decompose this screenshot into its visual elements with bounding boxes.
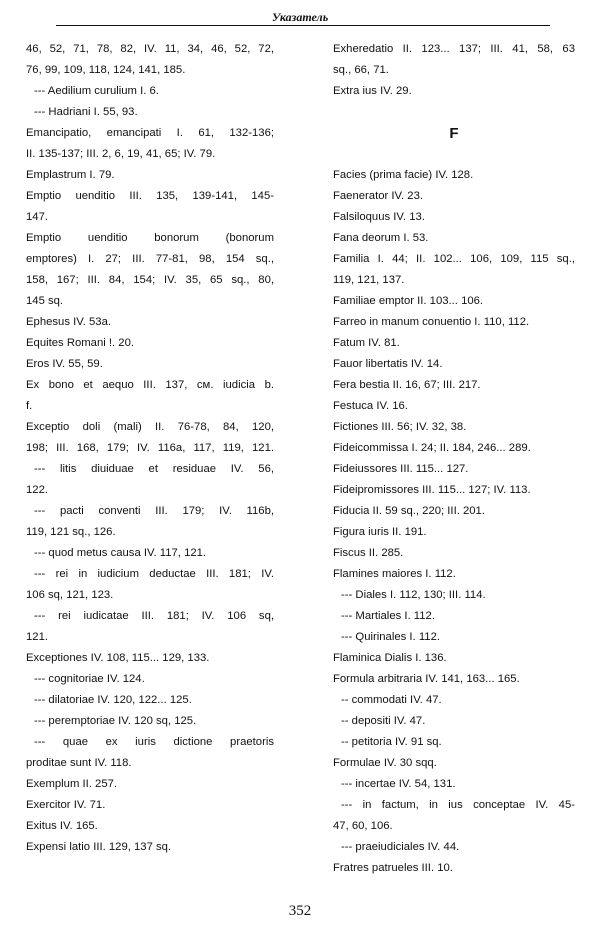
index-entry-line: Exceptio doli (mali) II. 76-78, 84, 120, <box>26 421 274 433</box>
index-entry-line: 121. <box>26 631 48 643</box>
index-entry-line: Fiscus II. 285. <box>333 547 404 559</box>
index-entry-line: --- peremptoriae IV. 120 sq, 125. <box>34 715 197 727</box>
index-entry-line: 119, 121, 137. <box>333 274 405 286</box>
index-entry-line: Exceptiones IV. 108, 115... 129, 133. <box>26 652 210 664</box>
index-entry-line: II. 135-137; III. 2, 6, 19, 41, 65; IV. 79. <box>26 148 216 160</box>
index-entry-line: Eros IV. 55, 59. <box>26 358 103 370</box>
index-entry-line: 119, 121 sq., 126. <box>26 526 116 538</box>
index-entry-line: --- Diales I. 112, 130; III. 114. <box>341 589 486 601</box>
left-column <box>26 39 274 858</box>
index-entry-line: --- in factum, in ius conceptae IV. 45- <box>341 799 575 811</box>
index-entry-line: --- cognitoriae IV. 124. <box>34 673 145 685</box>
index-entry-line: Fiducia II. 59 sq., 220; III. 201. <box>333 505 485 517</box>
index-entry-line: Fideiussores III. 115... 127. <box>333 463 469 475</box>
index-entry-line: Fana deorum I. 53. <box>333 232 429 244</box>
index-entry-line: 46, 52, 71, 78, 82, IV. 11, 34, 46, 52, 72, <box>26 43 274 55</box>
running-header-text: Указатель <box>271 10 329 24</box>
index-entry-line: 76, 99, 109, 118, 124, 141, 185. <box>26 64 186 76</box>
index-entry-line: Extra ius IV. 29. <box>333 85 412 97</box>
index-entry-line: -- commodati IV. 47. <box>341 694 442 706</box>
index-entry-line: Exitus IV. 165. <box>26 820 98 832</box>
index-entry-line: --- Aedilium curulium I. 6. <box>34 85 159 97</box>
index-entry-line: Emplastrum I. 79. <box>26 169 115 181</box>
index-entry-line: 147. <box>26 211 48 223</box>
header-rule <box>56 25 550 26</box>
index-entry-line: --- praeiudiciales IV. 44. <box>341 841 460 853</box>
index-entry-line: --- incertae IV. 54, 131. <box>341 778 456 790</box>
index-entry-line: Farreo in manum conuentio I. 110, 112. <box>333 316 530 328</box>
index-entry-line: Emptio uenditio III. 135, 139-141, 145- <box>26 190 274 202</box>
index-entry-line: 47, 60, 106. <box>333 820 393 832</box>
index-entry-line: -- depositi IV. 47. <box>341 715 426 727</box>
index-entry-line: --- dilatoriae IV. 120, 122... 125. <box>34 694 192 706</box>
index-entry-line: --- pacti conventi III. 179; IV. 116b, <box>34 505 274 517</box>
index-entry-line: --- quae ex iuris dictione praetoris <box>34 736 274 748</box>
index-entry-line: Falsiloquus IV. 13. <box>333 211 425 223</box>
index-entry-line: Figura iuris II. 191. <box>333 526 427 538</box>
index-entry-line: Flamines maiores I. 112. <box>333 568 456 580</box>
page-number: 352 <box>288 903 312 919</box>
index-entry-line: sq., 66, 71. <box>333 64 389 76</box>
index-entry-line: --- quod metus causa IV. 117, 121. <box>34 547 207 559</box>
index-entry-line: Fatum IV. 81. <box>333 337 400 349</box>
index-entry-line: Formulae IV. 30 sqq. <box>333 757 437 769</box>
index-entry-line: emptores) I. 27; III. 77-81, 98, 154 sq., <box>26 253 274 265</box>
index-entry-line: -- petitoria IV. 91 sq. <box>341 736 442 748</box>
index-entry-line: Exemplum II. 257. <box>26 778 118 790</box>
index-entry-line: --- Hadriani I. 55, 93. <box>34 106 138 118</box>
index-entry-line: Familia I. 44; II. 102... 106, 109, 115 sq., <box>333 253 575 265</box>
right-column <box>333 39 575 879</box>
section-letter-heading: F <box>449 125 459 142</box>
index-entry-line: f. <box>26 400 33 412</box>
index-entry-line: --- Martiales I. 112. <box>341 610 435 622</box>
index-entry-line: Equites Romani !. 20. <box>26 337 135 349</box>
index-entry-line: Flaminica Dialis I. 136. <box>333 652 447 664</box>
index-entry-line: --- rei in iudicium deductae III. 181; IV. <box>34 568 274 580</box>
index-entry-line: Emancipatio, emancipati I. 61, 132-136; <box>26 127 274 139</box>
index-entry-line: 158, 167; III. 84, 154; IV. 35, 65 sq., 80, <box>26 274 274 286</box>
index-entry-line: --- Quirinales I. 112. <box>341 631 440 643</box>
index-entry-line: 198; III. 168, 179; IV. 116a, 117, 119, 121. <box>26 442 274 454</box>
index-entry-line: Facies (prima facie) IV. 128. <box>333 169 474 181</box>
index-entry-line: Fratres patrueles III. 10. <box>333 862 453 874</box>
index-entry-line: 122. <box>26 484 48 496</box>
index-entry-line: Ex bono et aequo III. 137, см. iudicia b. <box>26 379 274 391</box>
index-entry-line: Faenerator IV. 23. <box>333 190 424 202</box>
index-entry-line: Fideicommissa I. 24; II. 184, 246... 289. <box>333 442 531 454</box>
index-entry-line: Fera bestia II. 16, 67; III. 217. <box>333 379 481 391</box>
index-entry-line: --- litis diuiduae et residuae IV. 56, <box>34 463 274 475</box>
index-entry-line: Fideipromissores III. 115... 127; IV. 113. <box>333 484 531 496</box>
index-entry-line: Exercitor IV. 71. <box>26 799 106 811</box>
index-entry-line: Festuca IV. 16. <box>333 400 408 412</box>
index-entry-line: Ephesus IV. 53a. <box>26 316 112 328</box>
index-entry-line: Emptio uenditio bonorum (bonorum <box>26 232 274 244</box>
index-entry-line: Fauor libertatis IV. 14. <box>333 358 443 370</box>
index-entry-line: proditae sunt IV. 118. <box>26 757 132 769</box>
index-entry-line: Familiae emptor II. 103... 106. <box>333 295 484 307</box>
index-entry-line: 106 sq, 121, 123. <box>26 589 114 601</box>
index-entry-line: Formula arbitraria IV. 141, 163... 165. <box>333 673 520 685</box>
index-entry-line: --- rei iudicatae III. 181; IV. 106 sq, <box>34 610 274 622</box>
running-header <box>0 10 600 25</box>
index-entry-line: Fictiones III. 56; IV. 32, 38. <box>333 421 467 433</box>
index-entry-line: 145 sq. <box>26 295 64 307</box>
index-entry-line: Expensi latio III. 129, 137 sq. <box>26 841 172 853</box>
index-entry-line: Exheredatio II. 123... 137; III. 41, 58, 63 <box>333 43 575 55</box>
